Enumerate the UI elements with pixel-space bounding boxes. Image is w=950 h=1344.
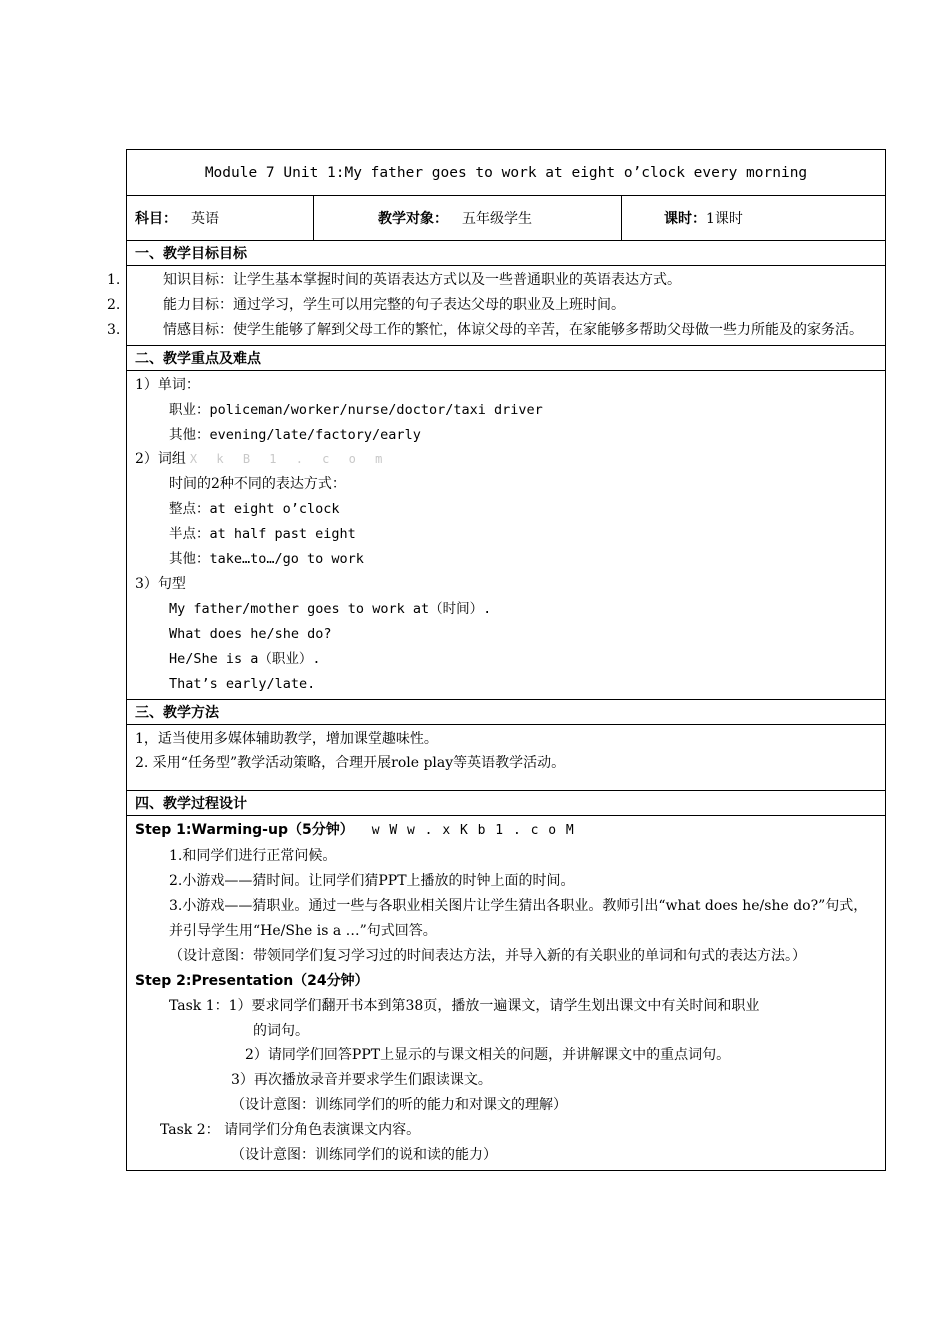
task1-line: 2）请同学们回答PPT上显示的与课文相关的问题，并讲解课文中的重点词句。 [245,1047,731,1064]
lesson-plan-table [107,149,886,1171]
phrases-title: 2）词组 [135,451,186,468]
task1-line-cont: 的词句。 [253,1022,309,1039]
method-item-2: 2. 采用“任务型”教学活动策略，合理开展role play等英语教学活动。 [135,755,566,772]
goal-item [107,318,877,343]
sentence-4: That’s early/late. [169,675,316,692]
step1-item: 3.小游戏——猜职业。通过一些与各职业相关图片让学生猜出各职业。教师引出“what does he/she do?”句式，并引导学生用“He/She is a …”句式回答。 [169,898,868,939]
sentence-3: He/She is a（职业）. [169,650,321,667]
subject-cell [127,196,314,240]
task2-line: （设计意图：训练同学们的说和读的能力） [231,1147,497,1164]
sentence-2: What does he/she do? [169,625,332,642]
period-label: 课时： [664,211,706,227]
step1-watermark: w W w . x K b 1 . c o M [371,823,575,839]
goal-text: 知识目标：让学生基本掌握时间的英语表达方式以及一些普通职业的英语表达方式。 [163,272,681,288]
period-cell [622,196,885,240]
words-title: 1）单词： [135,376,200,393]
task1-line: （设计意图：训练同学们的听的能力和对课文的理解） [231,1097,567,1114]
task1-line: Task 1：1）要求同学们翻开书本到第38页，播放一遍课文，请学生划出课文中有关时间和职业 [169,997,760,1014]
goal-num: 2. [107,296,121,313]
methods-body [127,725,885,792]
process-heading: 四、教学过程设计 [127,791,885,816]
goals-body [107,266,885,346]
sentences-title: 3）句型 [135,575,186,592]
step1-item: （设计意图：带领同学们复习学习过的时间表达方法，并导入新的有关职业的单词和句式的表达方法。） [169,947,806,964]
phrases-hour: 整点：at eight o’clock [169,501,340,518]
goal-text: 能力目标：通过学习，学生可以用完整的句子表达父母的职业及上班时间。 [163,296,625,313]
subject-value: 英语 [191,211,219,227]
phrases-half: 半点：at half past eight [169,526,356,543]
sentence-1: My father/mother goes to work at（时间）. [169,600,492,617]
words-other: 其他：evening/late/factory/early [169,426,421,443]
process-body [127,816,885,1170]
key-points-heading: 二、教学重点及难点 [127,346,885,371]
task1-line: 3）再次播放录音并要求学生们跟读课文。 [231,1072,492,1089]
phrases-title-line [135,447,877,472]
key-points-body [127,371,885,700]
step1-title-line [135,818,877,844]
target-label: 教学对象： [378,211,448,227]
goal-text: 情感目标：使学生能够了解到父母工作的繁忙，体谅父母的辛苦，在家能够多帮助父母做一些力所能及的家务活。 [163,321,863,338]
phrases-other: 其他：take…to…/go to work [169,551,364,568]
step1-item: 1.和同学们进行正常问候。 [169,848,337,865]
lesson-title [127,150,885,196]
target-cell [314,196,622,240]
phrases-intro: 时间的2种不同的表达方式： [169,476,346,493]
goal-num: 1. [107,272,121,288]
period-value: 1课时 [706,211,743,227]
words-jobs: 职业：policeman/worker/nurse/doctor/taxi driver [169,401,543,418]
methods-heading: 三、教学方法 [127,700,885,725]
goal-item [107,293,877,318]
target-value: 五年级学生 [462,211,532,227]
step2-title: Step 2:Presentation（24分钟） [135,972,369,989]
goal-item [107,268,877,293]
watermark-text: X k B 1 . c o m [189,452,389,467]
goals-heading: 一、教学目标目标 [127,241,885,266]
step1-item: 2.小游戏——猜时间。让同学们猜PPT上播放的时钟上面的时间。 [169,873,575,890]
step1-title: Step 1:Warming-up（5分钟） [135,822,354,839]
method-item-1: 1，适当使用多媒体辅助教学，增加课堂趣味性。 [135,730,438,747]
task2-line: Task 2： 请同学们分角色表演课文内容。 [160,1122,421,1139]
lesson-title-text: Module 7 Unit 1:My father goes to work at eight o’clock every morning [204,164,808,181]
goal-num: 3. [107,321,121,338]
info-row [127,196,885,241]
subject-label: 科目： [135,211,177,227]
